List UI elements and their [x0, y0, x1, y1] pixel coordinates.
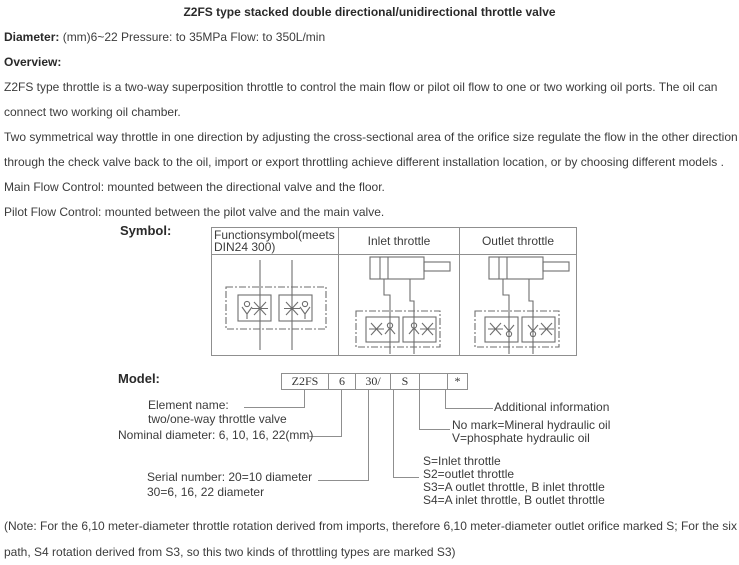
model-code-oil-type [420, 373, 448, 390]
specs-line [0, 25, 739, 50]
inlet-throttle-cell [339, 255, 460, 356]
note-line: path, S4 rotation derived from S3, so this two kinds of throttling types are marked S3) [4, 545, 456, 559]
overview-line: Main Flow Control: mounted between the directional valve and the floor. [4, 180, 385, 194]
note [0, 513, 739, 565]
model-code-throttle-type: S [391, 373, 420, 390]
connector-nominal-diameter-vertical [341, 390, 342, 436]
connector-oil-type-vertical [419, 390, 420, 429]
label-throttle-options: S=Inlet throttle S2=outlet throttle S3=A outlet throttle, B inlet throttle S4=A inlet throttle, B outlet throttle [423, 454, 605, 507]
model-code-diameter: 6 [329, 373, 356, 390]
outlet-throttle-cell [460, 255, 577, 356]
overview-line: Two symmetrical way throttle in one direction by adjusting the cross-sectional area of the orifice size regulate the flow in the other direction [4, 130, 738, 144]
overview-line: Pilot Flow Control: mounted between the pilot valve and the main valve. [4, 205, 385, 219]
symbol-table-diagram-row [212, 255, 577, 356]
connector-additional-info-vertical [445, 390, 446, 408]
connector-element-name-vertical [304, 390, 305, 407]
connector-serial-number-vertical [368, 390, 369, 480]
connector-throttle-options-vertical [393, 390, 394, 477]
symbol-table-header-row [212, 228, 577, 255]
function-symbol-diagram [212, 257, 338, 353]
symbol-col-function: Functionsymbol(meets DIN24 300) [212, 228, 339, 255]
symbol-section [0, 223, 739, 359]
connector-additional-info-horizontal [445, 408, 493, 409]
connector-oil-type-horizontal [419, 429, 450, 430]
diameter-label: Diameter: [4, 30, 60, 44]
label-additional-information: Additional information [494, 400, 610, 414]
overview-line: connect two working oil chamber. [4, 105, 181, 119]
function-symbol-cell [212, 255, 339, 356]
label-element-name: Element name: two/one-way throttle valve [148, 398, 287, 426]
overview-line: Z2FS type throttle is a two-way superposition throttle to control the main flow or pilot oil flow to one or two working oil ports. The oil can [4, 80, 718, 94]
symbol-col-inlet: Inlet throttle [339, 228, 460, 255]
label-nominal-diameter: Nominal diameter: 6, 10, 16, 22(mm) [118, 428, 314, 442]
symbol-col-outlet: Outlet throttle [460, 228, 577, 255]
model-code-serial: 30/ [356, 373, 391, 390]
model-code-additional: * [448, 373, 468, 390]
inlet-throttle-diagram [344, 255, 454, 355]
connector-nominal-diameter-horizontal [309, 436, 342, 437]
model-section [0, 367, 739, 513]
outlet-throttle-diagram [463, 255, 573, 355]
note-line: (Note: For the 6,10 meter-diameter throttle rotation derived from imports, therefore 6,10 meter-diameter outlet orifice marked S; For the six [4, 519, 737, 533]
connector-throttle-options-horizontal [393, 477, 419, 478]
overview-heading: Overview: [4, 55, 62, 69]
overview-line: through the check valve back to the oil, import or export throttling achieve different installation location, or by choosing different models . [4, 155, 724, 169]
page-title: Z2FS type stacked double directional/unidirectional throttle valve [183, 5, 556, 19]
model-code-series: Z2FS [281, 373, 329, 390]
model-code-boxes [281, 373, 468, 390]
connector-serial-number-horizontal [318, 480, 369, 481]
label-serial-number: Serial number: 20=10 diameter 30=6, 16, 22 diameter [147, 470, 313, 499]
specs-values: (mm)6~22 Pressure: to 35MPa Flow: to 350L/min [59, 30, 326, 44]
label-oil-type: No mark=Mineral hydraulic oil V=phosphate hydraulic oil [452, 418, 611, 445]
model-heading: Model: [118, 371, 160, 386]
symbol-table [211, 227, 577, 356]
symbol-heading: Symbol: [120, 223, 172, 238]
